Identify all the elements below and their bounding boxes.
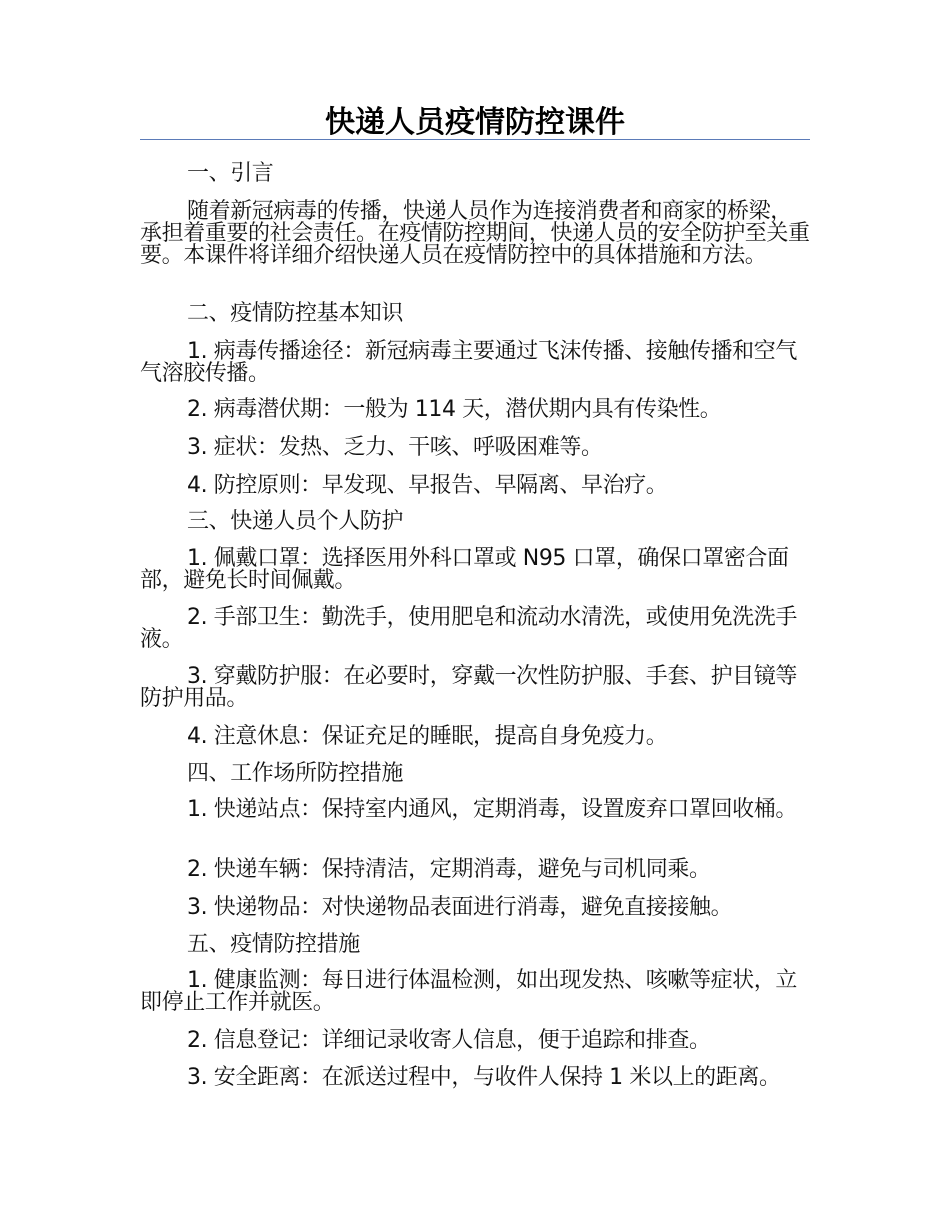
measures-item-distance: 3. 安全距离：在派送过程中，与收件人保持 1 米以上的距离。 bbox=[187, 1065, 781, 1090]
workplace-item-station: 1. 快递站点：保持室内通风，定期消毒，设置废弃口罩回收桶。 bbox=[187, 797, 797, 822]
measures-item-health: 1. 健康监测：每日进行体温检测，如出现发热、咳嗽等症状，立即停止工作并就医。 bbox=[140, 968, 797, 1015]
title-underline bbox=[140, 139, 810, 140]
section-heading-personal: 三、快递人员个人防护 bbox=[187, 509, 404, 534]
basics-item-principles: 4. 防控原则：早发现、早报告、早隔离、早治疗。 bbox=[187, 473, 668, 498]
basics-item-incubation: 2. 病毒潜伏期：一般为 114 天，潜伏期内具有传染性。 bbox=[187, 397, 722, 422]
personal-item-rest: 4. 注意休息：保证充足的睡眠，提高自身免疫力。 bbox=[187, 724, 668, 749]
section-heading-measures: 五、疫情防控措施 bbox=[187, 932, 360, 957]
basics-item-symptoms: 3. 症状：发热、乏力、干咳、呼吸困难等。 bbox=[187, 435, 603, 460]
intro-paragraph: 随着新冠病毒的传播，快递人员作为连接消费者和商家的桥梁，承担着重要的社会责任。在疫情防控期间，快递人员的安全防护至关重要。本课件将详细介绍快递人员在疫情防控中的具体措施和方法。 bbox=[140, 199, 810, 268]
personal-item-hand-hygiene: 2. 手部卫生：勤洗手，使用肥皂和流动水清洗，或使用免洗洗手液。 bbox=[140, 605, 797, 652]
personal-item-mask: 1. 佩戴口罩：选择医用外科口罩或 N95 口罩，确保口罩密合面部，避免长时间佩戴。 bbox=[140, 546, 789, 593]
document-title: 快递人员疫情防控课件 bbox=[325, 105, 625, 140]
basics-item-transmission: 1. 病毒传播途径：新冠病毒主要通过飞沫传播、接触传播和空气气溶胶传播。 bbox=[140, 339, 797, 386]
personal-item-protective-gear: 3. 穿戴防护服：在必要时，穿戴一次性防护服、手套、护目镜等防护用品。 bbox=[140, 664, 797, 711]
section-heading-intro: 一、引言 bbox=[187, 161, 274, 186]
section-heading-workplace: 四、工作场所防控措施 bbox=[187, 761, 404, 786]
section-heading-basics: 二、疫情防控基本知识 bbox=[187, 301, 404, 326]
workplace-item-parcels: 3. 快递物品：对快递物品表面进行消毒，避免直接接触。 bbox=[187, 895, 733, 920]
workplace-item-vehicle: 2. 快递车辆：保持清洁，定期消毒，避免与司机同乘。 bbox=[187, 857, 711, 882]
measures-item-registration: 2. 信息登记：详细记录收寄人信息，便于追踪和排查。 bbox=[187, 1028, 711, 1053]
